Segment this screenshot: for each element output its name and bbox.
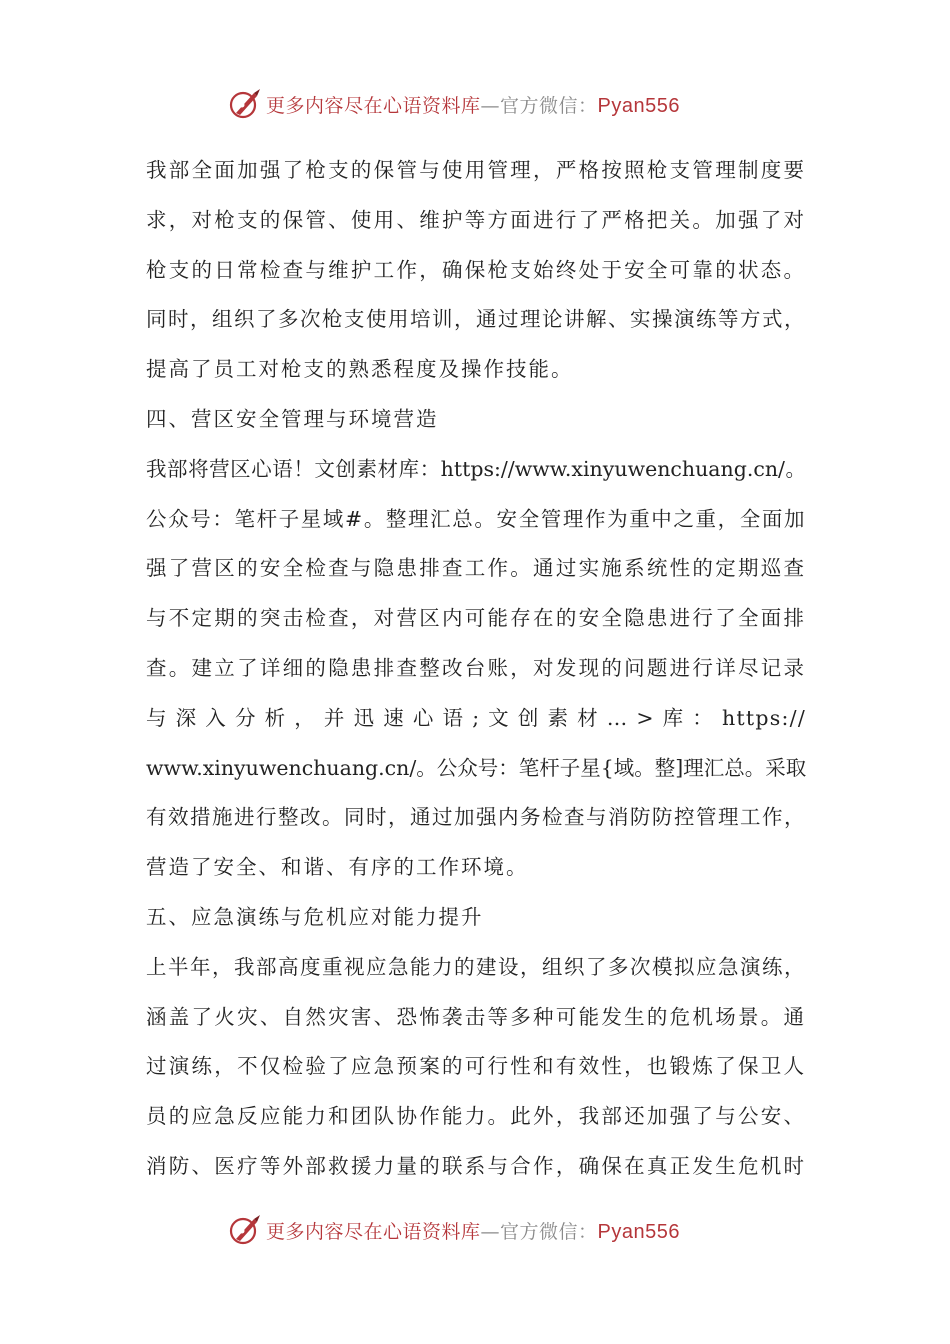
header-banner-text	[266, 91, 680, 118]
body-line: 查。建立了详细的隐患排查整改台账，对发现的问题进行详尽记录	[146, 655, 806, 680]
body-line: 营造了安全、和谐、有序的工作环境。	[146, 855, 529, 880]
footer-banner-text	[266, 1217, 680, 1244]
footer-banner-title: 更多内容尽在心语资料库	[266, 1220, 481, 1243]
section-heading: 四、营区安全管理与环境营造	[146, 406, 439, 431]
body-line: 提高了员工对枪支的熟悉程度及操作技能。	[146, 357, 574, 382]
body-line: 我部将营区心语！文创素材库：https://www.xinyuwenchuang.cn/。	[146, 456, 806, 481]
section-heading: 五、应急演练与危机应对能力提升	[146, 904, 484, 929]
body-line: 同时，组织了多次枪支使用培训，通过理论讲解、实操演练等方式，	[146, 307, 806, 332]
body-line: 过演练，不仅检验了应急预案的可行性和有效性，也锻炼了保卫人	[146, 1054, 806, 1079]
header-banner-dash: —	[480, 94, 501, 117]
header-banner-wechat-id: Pyan556	[597, 94, 680, 117]
quill-pen-logo-icon	[228, 87, 262, 121]
body-line: 枪支的日常检查与维护工作，确保枪支始终处于安全可靠的状态。	[146, 257, 806, 282]
body-line: 强了营区的安全检查与隐患排查工作。通过实施系统性的定期巡查	[146, 556, 806, 581]
header-banner-wechat-label: 官方微信：	[500, 94, 598, 117]
body-line: 求，对枪支的保管、使用、维护等方面进行了严格把关。加强了对	[146, 207, 806, 232]
body-line: 有效措施进行整改。同时，通过加强内务检查与消防防控管理工作，	[146, 805, 806, 830]
footer-banner-dash: —	[480, 1220, 501, 1243]
body-line: 上半年，我部高度重视应急能力的建设，组织了多次模拟应急演练，	[146, 954, 806, 979]
body-line: www.xinyuwenchuang.cn/。公众号：笔杆子星{域。整]理汇总。采取	[146, 755, 807, 780]
header-banner-title: 更多内容尽在心语资料库	[266, 94, 481, 117]
body-line: 与 深 入 分 析 ， 并 迅 速 心 语 ; 文 创 素 材 … > 库 ： https://	[146, 705, 806, 730]
body-line: 涵盖了火灾、自然灾害、恐怖袭击等多种可能发生的危机场景。通	[146, 1004, 806, 1029]
document-body	[146, 150, 806, 1196]
header-banner	[228, 84, 748, 124]
body-line: 我部全面加强了枪支的保管与使用管理，严格按照枪支管理制度要	[146, 158, 806, 182]
body-line: 公众号：笔杆子星域#。整理汇总。安全管理作为重中之重，全面加	[146, 506, 806, 531]
body-line: 消防、医疗等外部救援力量的联系与合作，确保在真正发生危机时	[146, 1153, 806, 1178]
body-line: 员的应急反应能力和团队协作能力。此外，我部还加强了与公安、	[146, 1104, 806, 1129]
footer-banner-wechat-label: 官方微信：	[500, 1220, 598, 1243]
body-line: 与不定期的突击检查，对营区内可能存在的安全隐患进行了全面排	[146, 606, 806, 631]
quill-pen-logo-icon	[228, 1213, 262, 1247]
footer-banner-wechat-id: Pyan556	[597, 1220, 680, 1243]
footer-banner	[228, 1210, 748, 1250]
